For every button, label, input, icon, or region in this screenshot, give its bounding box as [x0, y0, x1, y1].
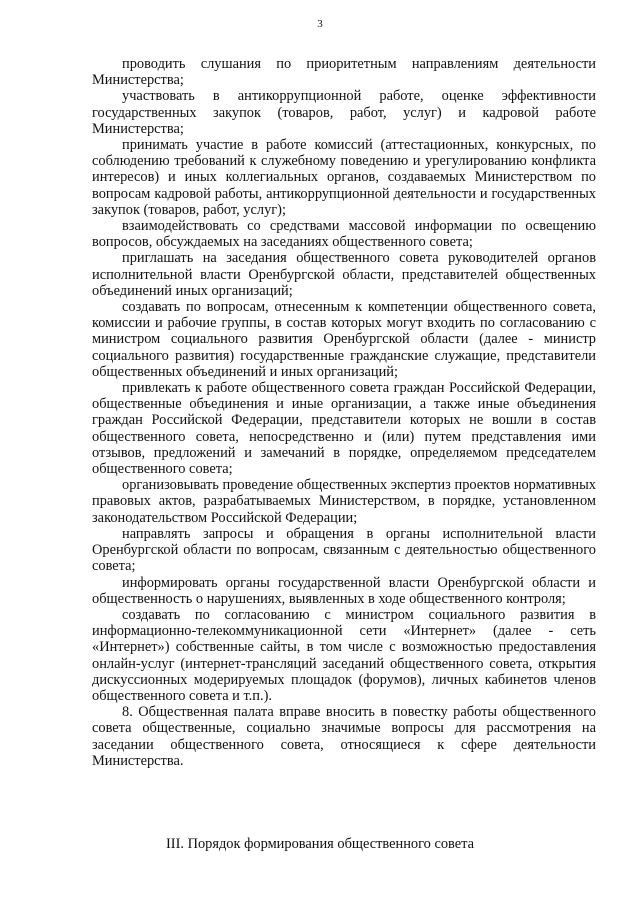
paragraph-websites: создавать по согласованию с министром социального развития в информационно-телекоммуникационной сети «Интернет» (далее - сеть «Интернет») собственные сайты, в том числе с возможностью предоставления онлайн-услуг (интернет-трансляций заседаний общественного совета, открытия дискуссионных модерируемых площадок (форумов), личных кабинетов членов общественного совета и т.п.).: [92, 606, 596, 704]
paragraph-requests: направлять запросы и обращения в органы исполнительной власти Оренбургской области по вопросам, связанным с деятельностью общественного совета;: [92, 525, 596, 575]
document-body: [92, 56, 596, 769]
paragraph-involvement: привлекать к работе общественного совета граждан Российской Федерации, общественные объединения и иные организации, а также иные объединения граждан Российской Федерации, представители которых не вошли в состав общественного совета, непосредственно и (или) путем представления ими отзывов, предложений и замечаний в порядке, определяемом председателем общественного совета;: [92, 380, 596, 478]
paragraph-item-8: 8. Общественная палата вправе вносить в повестку работы общественного совета общественные, социально значимые вопросы для рассмотрения на заседании общественного совета, относящиеся к сфере деятельности Министерства.: [92, 704, 596, 769]
paragraph-working-groups: создавать по вопросам, отнесенным к компетенции общественного совета, комиссии и рабочие группы, в состав которых могут входить по согласованию с министром социального развития Оренбургской области (далее - министр социального развития) государственные гражданские служащие, представители общественных объединений и иных организаций;: [92, 299, 596, 380]
paragraph-informing: информировать органы государственной власти Оренбургской области и общественность о нарушениях, выявленных в ходе общественного контроля;: [92, 574, 596, 607]
paragraph-hearings: проводить слушания по приоритетным направлениям деятельности Министерства;: [92, 56, 596, 89]
paragraph-commissions: принимать участие в работе комиссий (аттестационных, конкурсных, по соблюдению требований к служебному поведению и урегулированию конфликта интересов) и иных коллегиальных органов, создаваемых Министерством по вопросам кадровой работы, антикоррупционной деятельности и государственных закупок (товаров, работ, услуг);: [92, 137, 596, 218]
section-heading: III. Порядок формирования общественного совета: [166, 836, 474, 852]
paragraph-invitations: приглашать на заседания общественного совета руководителей органов исполнительной власти Оренбургской области, представителей общественных объединений иных организаций;: [92, 250, 596, 299]
page-number: 3: [317, 18, 323, 30]
paragraph-media: взаимодействовать со средствами массовой информации по освещению вопросов, обсуждаемых на заседаниях общественного совета;: [92, 218, 596, 251]
paragraph-anticorruption: участвовать в антикоррупционной работе, оценке эффективности государственных закупок (товаров, работ, услуг) и кадровой работе Министерства;: [92, 88, 596, 137]
paragraph-expertise: организовывать проведение общественных экспертиз проектов нормативных правовых актов, разрабатываемых Министерством, в порядке, установленном законодательством Российской Федерации;: [92, 477, 596, 526]
